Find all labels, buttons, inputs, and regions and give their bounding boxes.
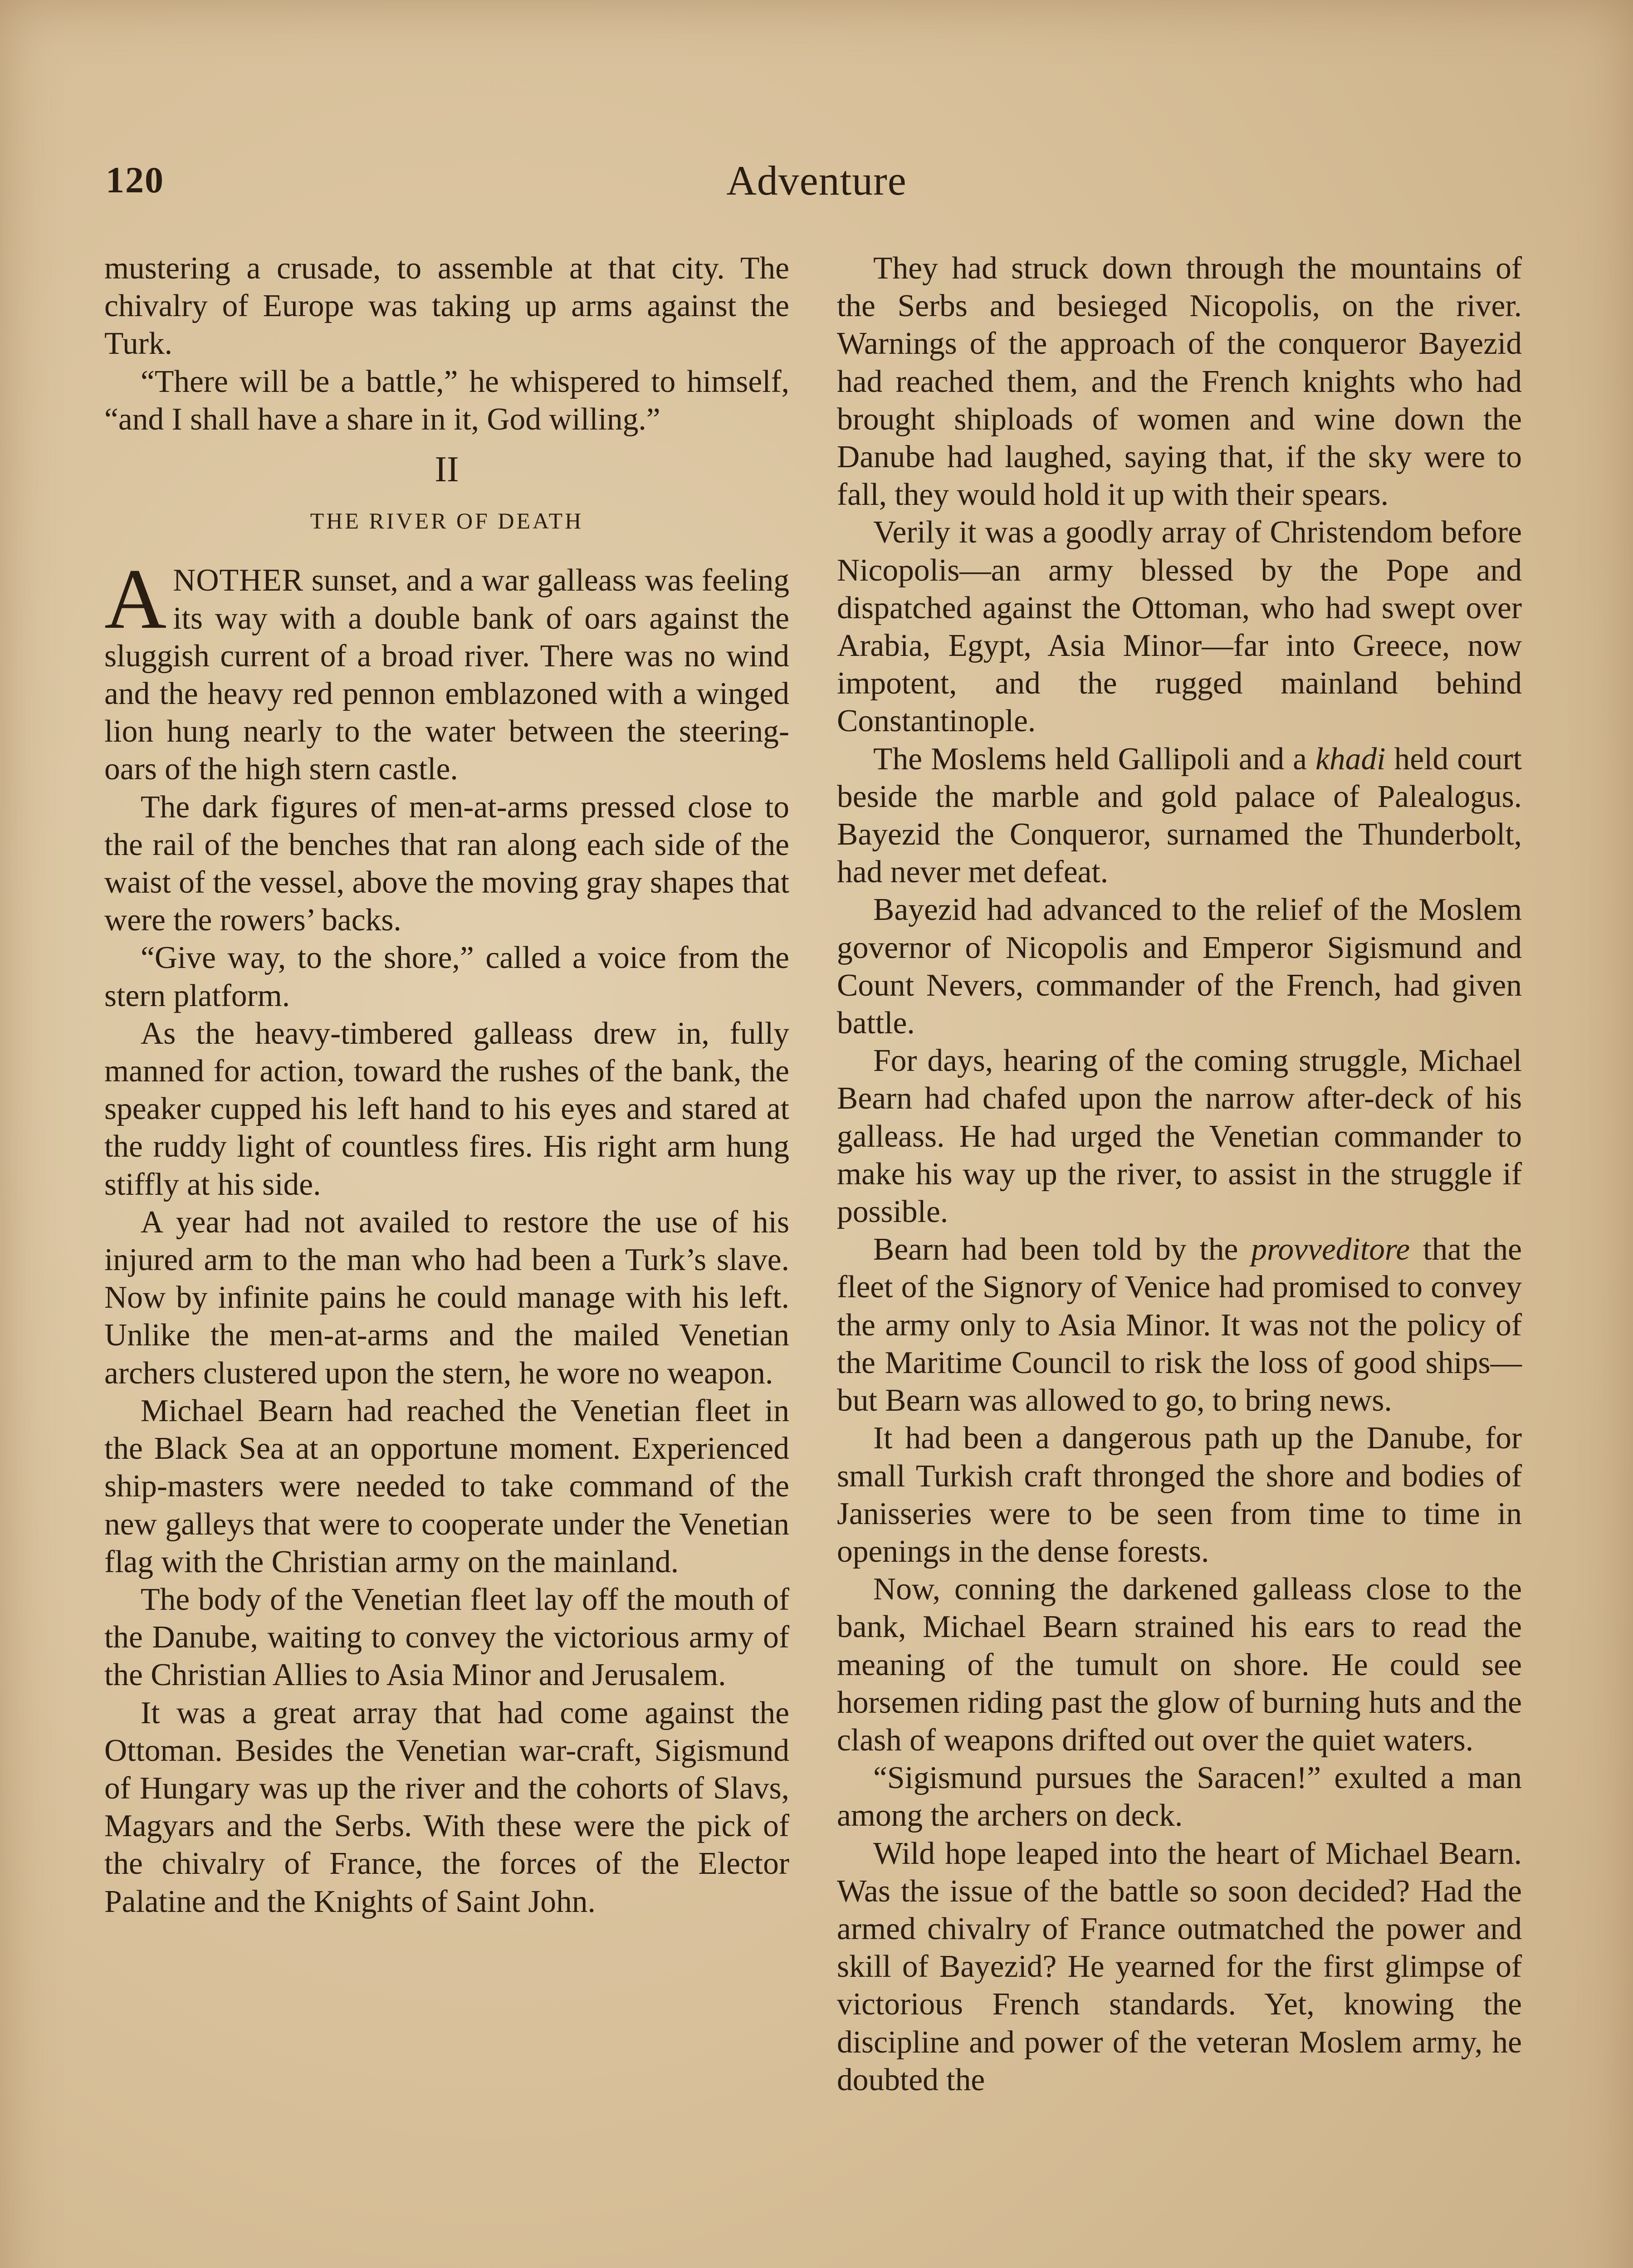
drop-cap: A: [104, 552, 167, 647]
paragraph: Bayezid had advanced to the relief of the Moslem governor of Nicopolis and Emperor Sigismund and Count Nevers, commander of the French, had given battle.: [837, 892, 1522, 1041]
paragraph: It had been a dangerous path up the Danube, for small Turkish craft thronged the shore and bodies of Janisseries were to be seen from time to time in openings in the dense forests.: [837, 1421, 1522, 1569]
paragraph: They had struck down through the mountains of the Serbs and besieged Nicopolis, on the river. Warnings of the approach of the conqueror Bayezid had reached them, and the French knights who had brought shiploads of women and wine down the Danube had laughed, saying that, if the sky were to fall, they would hold it up with their spears.: [837, 251, 1522, 513]
paragraph: As the heavy-timbered galleass drew in, fully manned for action, toward the rushes of the bank, the speaker cupped his left hand to his eyes and stared at the ruddy light of countless fires. His right arm hung stiffly at his side.: [104, 1016, 789, 1202]
paragraph-text: Bearn had been told by the: [873, 1232, 1252, 1267]
paragraph: It was a great array that had come against the Ottoman. Besides the Venetian war-craft, Sigismund of Hungary was up the river and the cohorts of Slavs, Magyars and the Serbs. With these were the pick of the chivalry of France, the forces of the Elector Palatine and the Knights of Saint John.: [104, 1695, 789, 1919]
paragraph: [837, 1231, 1522, 1419]
italic-term: provveditore: [1251, 1232, 1410, 1267]
page-number: 120: [106, 159, 164, 200]
italic-term: khadi: [1315, 741, 1386, 777]
paragraph: Now, conning the darkened galleass close to the bank, Michael Bearn strained his ears to read the meaning of the tumult on shore. He could see horsemen riding past the glow of burning huts and the clash of weapons drifted out over the quiet waters.: [837, 1572, 1522, 1758]
paragraph: [837, 740, 1522, 891]
paragraph: A year had not availed to restore the use of his injured arm to the man who had been a Turk’s slave. Now by infinite pains he could manage with his left. Unlike the men-at-arms and the mailed Venetian archers clustered upon the stern, he wore no weapon.: [104, 1204, 789, 1391]
paragraph: The dark figures of men-at-arms pressed close to the rail of the benches that ran along each side of the waist of the vessel, above the moving gray shapes that were the rowers’ backs.: [104, 789, 789, 938]
paragraph-text: that the fleet of the Signory of Venice had promised to convey the army only to Asia Minor. It was not the policy of the Maritime Council to risk the loss of good ships—but Bearn was allowed to go, to bring news.: [837, 1232, 1522, 1418]
paragraph: “Give way, to the shore,” called a voice from the stern platform.: [104, 940, 789, 1013]
running-title: Adventure: [726, 157, 907, 204]
paragraph: Wild hope leaped into the heart of Michael Bearn. Was the issue of the battle so soon decided? Had the armed chivalry of France outmatched the power and skill of Bayezid? He yearned for the first glimpse of victorious French standards. Yet, knowing the discipline and power of the veteran Moslem army, he doubted the: [837, 1836, 1522, 2097]
section-title: THE RIVER OF DEATH: [310, 508, 584, 534]
paragraph: “There will be a battle,” he whispered to himself, “and I shall have a share in it, God willing.”: [104, 364, 789, 437]
right-column: [837, 249, 1522, 2099]
paragraph-text: held court beside the marble and gold palace of Palealogus. Bayezid the Conqueror, surnamed the Thunderbolt, had never met defeat.: [837, 741, 1522, 890]
section-number: II: [435, 450, 459, 490]
paragraph: Michael Bearn had reached the Venetian fleet in the Black Sea at an opportune moment. Experienced ship-masters were needed to take command of the new galleys that were to cooperate under the Venetian flag with the Christian army on the mainland.: [104, 1393, 789, 1579]
paragraph: “Sigismund pursues the Saracen!” exulted a man among the archers on deck.: [837, 1760, 1522, 1833]
lead-word: NOTHER: [173, 563, 304, 598]
paragraph: Verily it was a goodly array of Christendom before Nicopolis—an army blessed by the Pope and dispatched against the Ottoman, who had swept over Arabia, Egypt, Asia Minor—far into Greece, now impotent, and the rugged mainland behind Constantinople.: [837, 515, 1522, 739]
opening-paragraph: [104, 552, 789, 788]
paragraph-text: sunset, and a war galleass was feeling its way with a double bank of oars against the sluggish current of a broad river. There was no wind and the heavy red pennon emblazoned with a winged lion hung nearly to the water between the steering-oars of the high stern castle.: [104, 563, 789, 787]
left-column: [104, 249, 789, 1921]
paragraph: mustering a crusade, to assemble at that city. The chivalry of Europe was taking up arms against the Turk.: [104, 251, 789, 362]
paragraph: The body of the Venetian fleet lay off the mouth of the Danube, waiting to convey the victorious army of the Christian Allies to Asia Minor and Jerusalem.: [104, 1582, 789, 1693]
paragraph: For days, hearing of the coming struggle, Michael Bearn had chafed upon the narrow after-deck of his galleass. He had urged the Venetian commander to make his way up the river, to assist in the struggle if possible.: [837, 1043, 1522, 1230]
paragraph-text: The Moslems held Gallipoli and a: [873, 741, 1316, 777]
